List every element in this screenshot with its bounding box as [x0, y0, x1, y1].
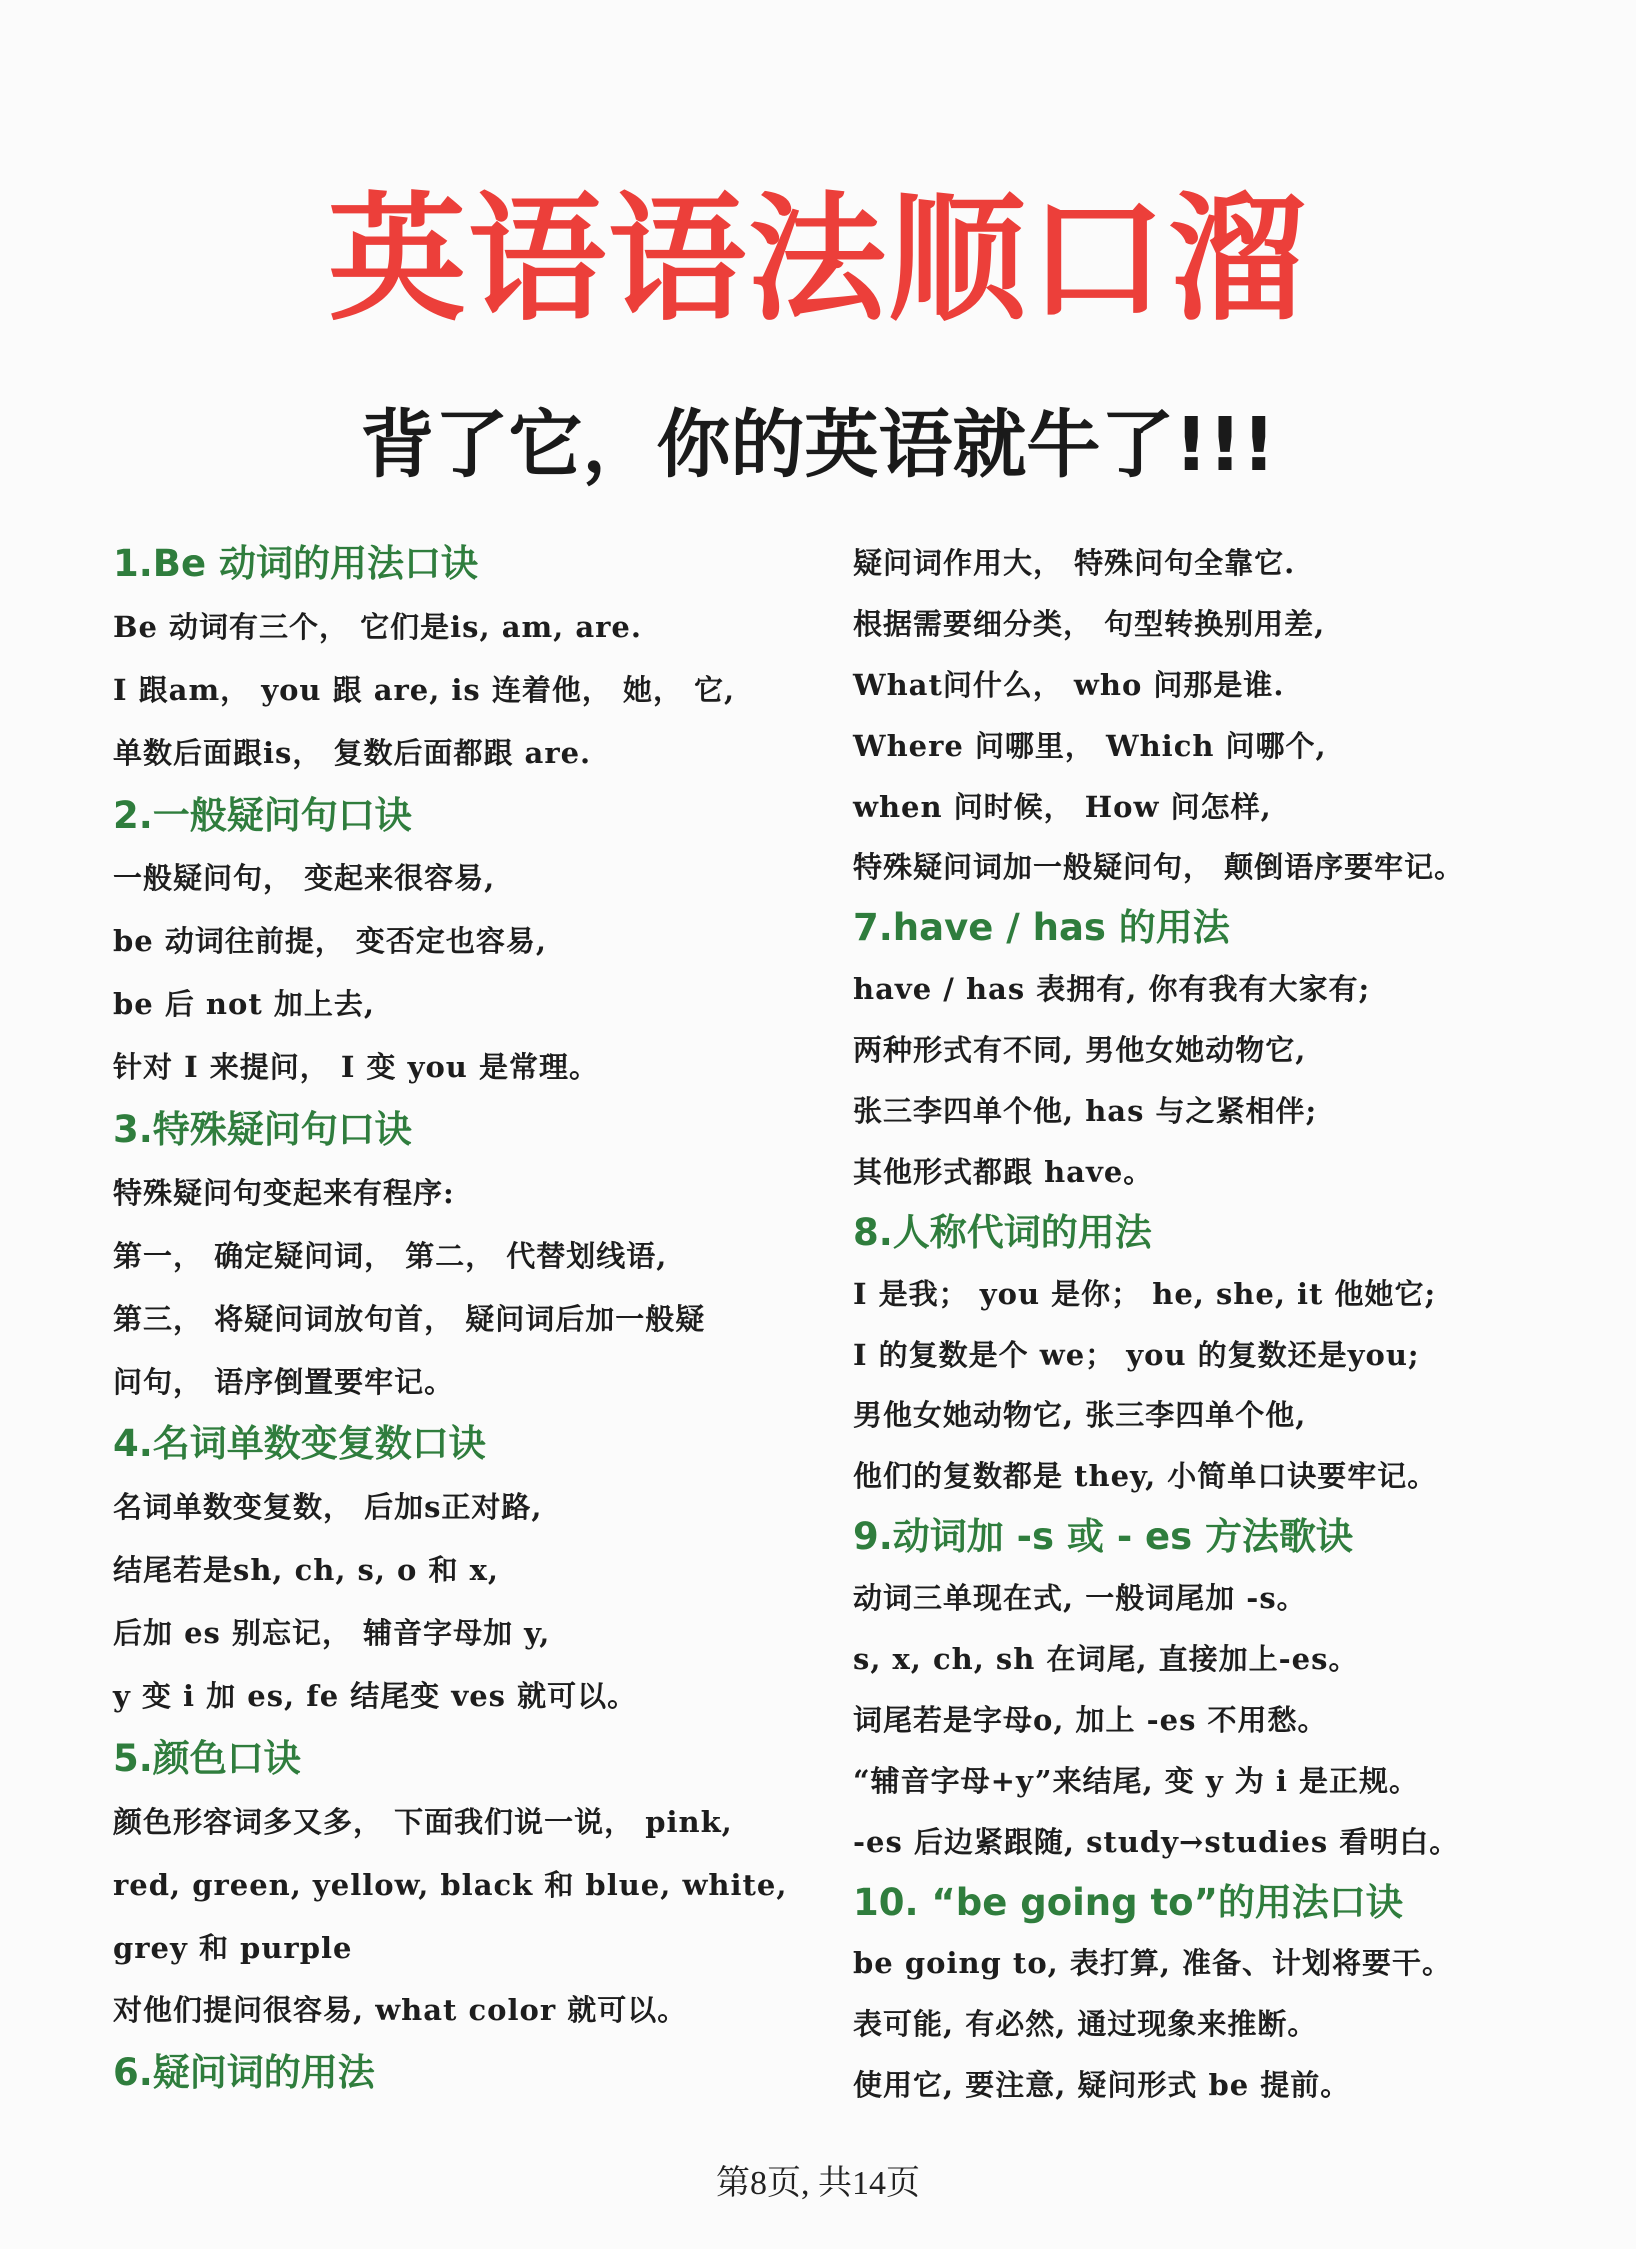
text-line: Be 动词有三个， 它们是is, am, are. — [113, 609, 642, 644]
text-line: 第一， 确定疑问词， 第二， 代替划线语, — [113, 1238, 668, 1273]
text-line: when 问时候， How 问怎样, — [853, 789, 1272, 824]
text-line: 颜色形容词多又多， 下面我们说一说， pink, — [113, 1804, 733, 1839]
section-heading: 7.have / has 的用法 — [853, 906, 1230, 950]
text-line: “辅音字母+y”来结尾, 变 y 为 i 是正规。 — [853, 1763, 1420, 1798]
text-line: -es 后边紧跟随, study→studies 看明白。 — [853, 1824, 1460, 1859]
section-heading: 2.一般疑问句口诀 — [113, 793, 412, 837]
section-heading: 3.特殊疑问句口诀 — [113, 1108, 412, 1152]
text-line: 疑问词作用大， 特殊问句全靠它. — [853, 546, 1296, 580]
right-column — [853, 533, 1573, 2116]
text-line: 根据需要细分类， 句型转换别用差, — [853, 606, 1326, 641]
section-heading: 10. “be going to”的用法口诀 — [853, 1880, 1403, 1924]
text-line: 问句， 语序倒置要牢记。 — [113, 1364, 455, 1399]
text-line: 两种形式有不同, 男他女她动物它, — [853, 1033, 1307, 1068]
left-column — [113, 533, 813, 2105]
text-line: grey 和 purple — [113, 1930, 353, 1965]
text-line: Where 问哪里， Which 问哪个, — [853, 728, 1327, 763]
text-line: 词尾若是字母o, 加上 -es 不用愁。 — [853, 1702, 1328, 1737]
text-line: y 变 i 加 es, fe 结尾变 ves 就可以。 — [113, 1679, 638, 1714]
text-line: 他们的复数都是 they, 小简单口诀要牢记。 — [853, 1459, 1438, 1494]
text-line: 后加 es 别忘记， 辅音字母加 y, — [113, 1616, 551, 1651]
text-line: be going to, 表打算, 准备、计划将要干。 — [853, 1946, 1453, 1981]
text-line: 第三， 将疑问词放句首， 疑问词后加一般疑 — [113, 1301, 706, 1336]
page-number: 第8页, 共14页 — [716, 2165, 920, 2202]
text-line: 特殊疑问句变起来有程序: — [113, 1175, 455, 1210]
text-line: I 的复数是个 we； you 的复数还是you; — [853, 1337, 1420, 1372]
section-heading: 4.名词单数变复数口诀 — [113, 1422, 486, 1466]
section-heading: 9.动词加 -s 或 - es 方法歌诀 — [853, 1515, 1354, 1559]
text-line: s, x, ch, sh 在词尾, 直接加上-es。 — [853, 1642, 1359, 1677]
text-line: I 是我； you 是你； he, she, it 他她它; — [853, 1276, 1437, 1311]
text-line: What问什么， who 问那是谁. — [853, 667, 1285, 702]
page-title: 英语语法顺口溜 — [327, 179, 1308, 340]
text-line: 针对 I 来提问， I 变 you 是常理。 — [113, 1050, 599, 1085]
text-line: I 跟am， you 跟 are, is 连着他， 她， 它, — [113, 672, 736, 707]
section-heading: 6.疑问词的用法 — [113, 2051, 375, 2095]
text-line: red, green, yellow, black 和 blue, white, — [113, 1867, 788, 1902]
text-line: be 后 not 加上去, — [113, 987, 375, 1022]
text-line: 动词三单现在式, 一般词尾加 -s。 — [853, 1581, 1307, 1616]
text-line: be 动词往前提， 变否定也容易, — [113, 924, 548, 959]
text-line: 使用它, 要注意, 疑问形式 be 提前。 — [853, 2068, 1351, 2103]
text-line: 男他女她动物它, 张三李四单个他, — [853, 1398, 1307, 1433]
text-line: 对他们提问很容易, what color 就可以。 — [113, 1993, 688, 2028]
text-line: 名词单数变复数， 后加s正对路, — [113, 1490, 543, 1525]
text-line: 表可能, 有必然, 通过现象来推断。 — [853, 2007, 1318, 2042]
page-subtitle: 背了它，你的英语就牛了!!! — [360, 402, 1276, 488]
section-heading: 5.颜色口诀 — [113, 1736, 301, 1780]
section-heading: 8.人称代词的用法 — [853, 1210, 1152, 1254]
section-heading: 1.Be 动词的用法口诀 — [113, 542, 478, 585]
text-line: 结尾若是sh, ch, s, o 和 x, — [113, 1553, 499, 1588]
text-line: 张三李四单个他, has 与之紧相伴; — [853, 1094, 1318, 1129]
text-line: 一般疑问句， 变起来很容易, — [113, 861, 496, 896]
text-line: have / has 表拥有, 你有我有大家有; — [853, 972, 1371, 1007]
text-line: 单数后面跟is， 复数后面都跟 are. — [113, 735, 592, 770]
text-line: 其他形式都跟 have。 — [853, 1154, 1154, 1189]
text-line: 特殊疑问词加一般疑问句， 颠倒语序要牢记。 — [853, 850, 1465, 885]
